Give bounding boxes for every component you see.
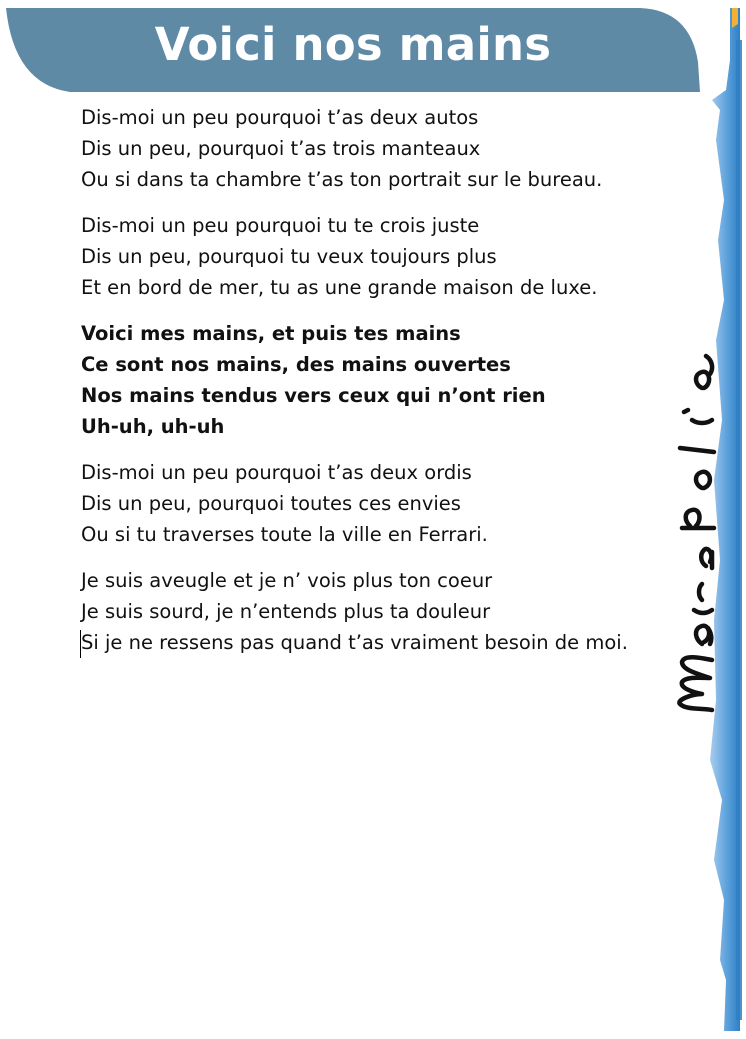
lyric-line: Dis-moi un peu pourquoi tu te crois juste [81,214,480,237]
lyric-line: Et en bord de mer, tu as une grande maison de luxe. [81,276,598,299]
lyric-line: Dis un peu, pourquoi toutes ces envies [81,492,461,515]
chorus-line: Ce sont nos mains, des mains ouvertes [81,353,511,376]
text-cursor [80,630,81,658]
lyrics-body [81,102,691,673]
lyric-line: Dis un peu, pourquoi t’as trois manteaux [81,137,481,160]
stanza-verse-2 [81,210,691,303]
stanza-verse-4 [81,565,691,658]
stanza-verse-3 [81,457,691,550]
page-title: Voici nos mains [154,18,552,71]
lyric-line: Dis un peu, pourquoi tu veux toujours plus [81,245,497,268]
chorus-line: Nos mains tendus vers ceux qui n’ont rien [81,384,546,407]
chorus-line: Uh-uh, uh-uh [81,415,225,438]
lyric-line: Si je ne ressens pas quand t’as vraiment besoin de moi. [81,631,628,654]
chorus-line: Voici mes mains, et puis tes mains [81,322,461,345]
lyric-line: Dis-moi un peu pourquoi t’as deux ordis [81,461,472,484]
lyric-line: Ou si dans ta chambre t’as ton portrait sur le bureau. [81,168,603,191]
stanza-chorus [81,318,691,442]
lyric-line: Dis-moi un peu pourquoi t’as deux autos [81,106,479,129]
lyric-line: Je suis sourd, je n’entends plus ta douleur [81,600,491,623]
lyric-line: Ou si tu traverses toute la ville en Ferrari. [81,523,488,546]
lyric-line: Je suis aveugle et je n’ vois plus ton coeur [81,569,493,592]
stanza-verse-1 [81,102,691,195]
